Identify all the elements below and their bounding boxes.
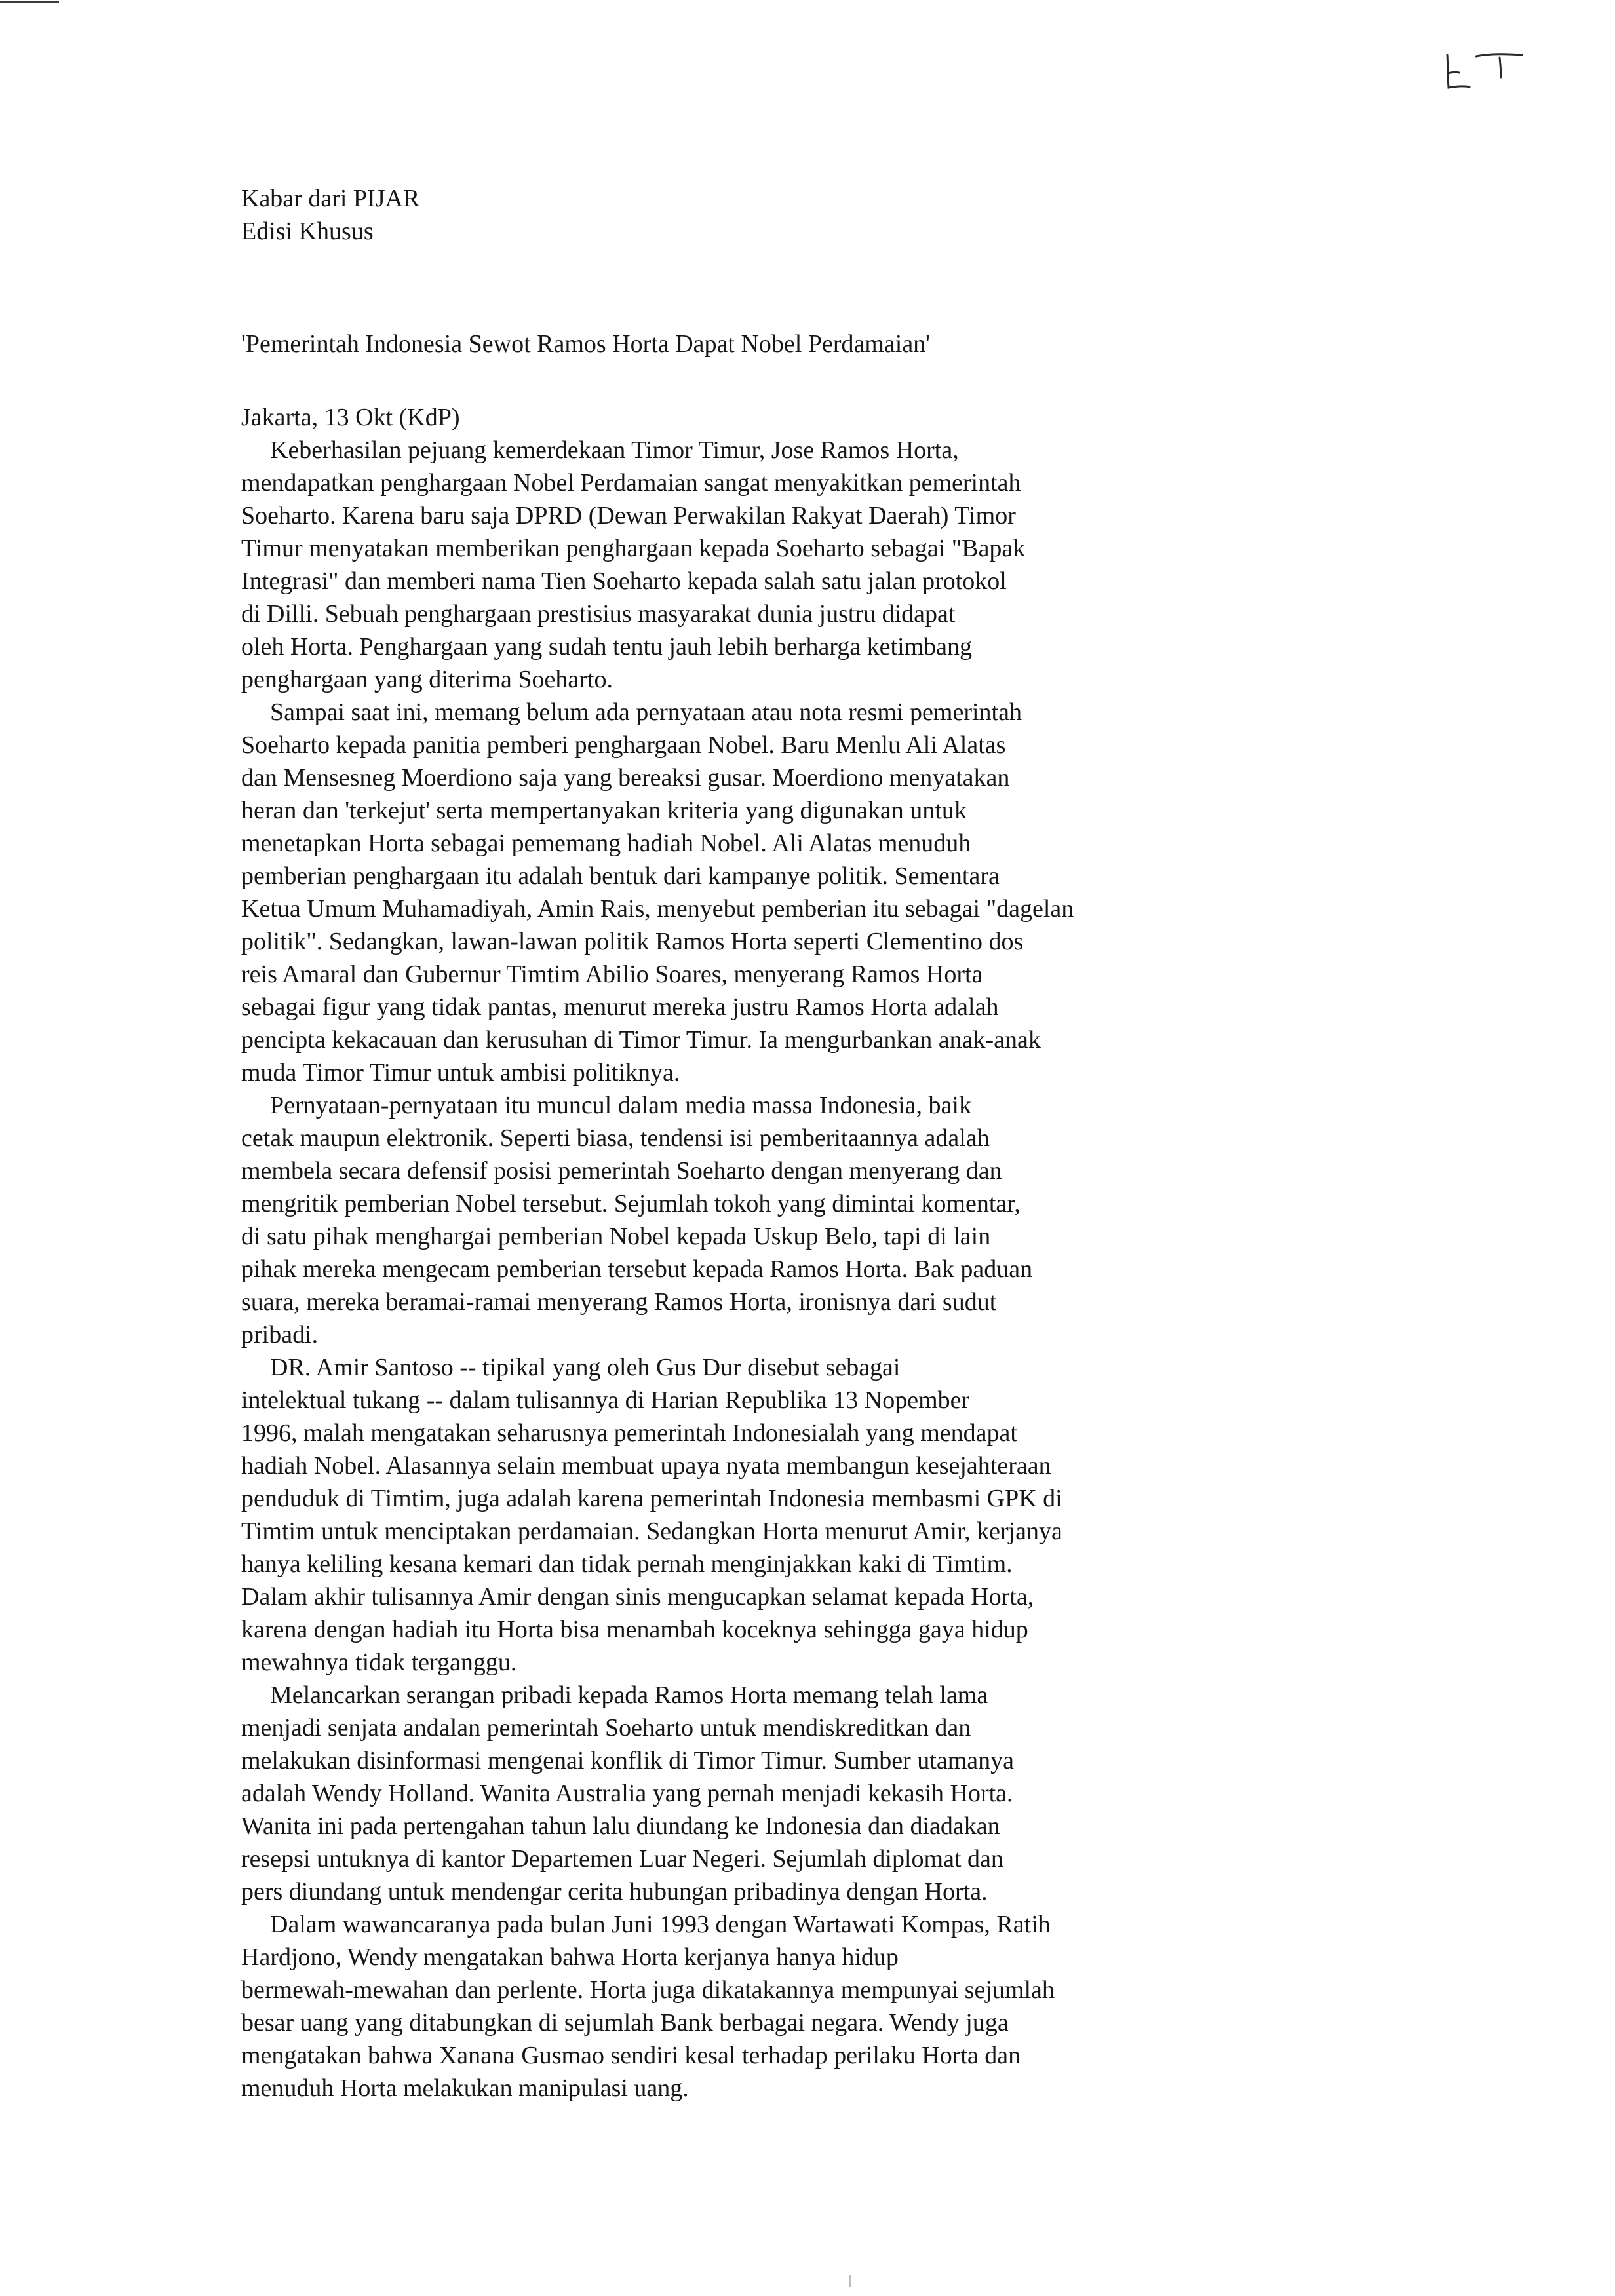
paragraph-line: politik". Sedangkan, lawan-lawan politik Ramos Horta seperti Clementino dos <box>241 928 1024 955</box>
article-dateline: Jakarta, 13 Okt (KdP) <box>241 404 460 431</box>
paragraph-line: mengritik pemberian Nobel tersebut. Sejumlah tokoh yang dimintai komentar, <box>241 1190 1021 1217</box>
paragraph <box>241 1908 1473 2105</box>
paragraph-line: mendapatkan penghargaan Nobel Perdamaian sangat menyakitkan pemerintah <box>241 469 1021 497</box>
scan-edge-mark <box>0 1 59 3</box>
paragraph-line: DR. Amir Santoso -- tipikal yang oleh Gus Dur disebut sebagai <box>270 1354 901 1381</box>
paragraph-line: Pernyataan-pernyataan itu muncul dalam media massa Indonesia, baik <box>270 1092 971 1119</box>
paragraph-line: resepsi untuknya di kantor Departemen Luar Negeri. Sejumlah diplomat dan <box>241 1845 1003 1873</box>
paragraph-line: cetak maupun elektronik. Seperti biasa, tendensi isi pemberitaannya adalah <box>241 1124 990 1152</box>
paragraph-line: karena dengan hadiah itu Horta bisa menambah koceknya sehingga gaya hidup <box>241 1616 1028 1643</box>
paragraph-line: sebagai figur yang tidak pantas, menurut mereka justru Ramos Horta adalah <box>241 993 999 1021</box>
paragraph <box>241 1089 1473 1351</box>
paragraph-line: Ketua Umum Muhamadiyah, Amin Rais, menyebut pemberian itu sebagai "dagelan <box>241 895 1074 923</box>
paragraph-line: Timtim untuk menciptakan perdamaian. Sedangkan Horta menurut Amir, kerjanya <box>241 1518 1062 1545</box>
article-headline: 'Pemerintah Indonesia Sewot Ramos Horta Dapat Nobel Perdamaian' <box>241 330 931 358</box>
publication-name: Kabar dari PIJAR <box>241 185 420 212</box>
paragraph-line: 1996, malah mengatakan seharusnya pemerintah Indonesialah yang mendapat <box>241 1419 1017 1447</box>
paragraph-line: Sampai saat ini, memang belum ada pernyataan atau nota resmi pemerintah <box>270 698 1022 726</box>
paragraph-line: reis Amaral dan Gubernur Timtim Abilio Soares, menyerang Ramos Horta <box>241 961 983 988</box>
paragraph-line: adalah Wendy Holland. Wanita Australia yang pernah menjadi kekasih Horta. <box>241 1780 1013 1807</box>
paragraph-line: mewahnya tidak terganggu. <box>241 1649 517 1676</box>
paragraph-line: Soeharto kepada panitia pemberi penghargaan Nobel. Baru Menlu Ali Alatas <box>241 731 1006 759</box>
paragraph-line: pencipta kekacauan dan kerusuhan di Timor Timur. Ia mengurbankan anak-anak <box>241 1026 1041 1054</box>
paragraph-line: Dalam akhir tulisannya Amir dengan sinis mengucapkan selamat kepada Horta, <box>241 1583 1034 1611</box>
paragraph-line: pribadi. <box>241 1321 319 1349</box>
paragraph-line: oleh Horta. Penghargaan yang sudah tentu jauh lebih berharga ketimbang <box>241 633 973 660</box>
paragraph-line: menuduh Horta melakukan manipulasi uang. <box>241 2075 689 2102</box>
paragraph-line: Hardjono, Wendy mengatakan bahwa Horta kerjanya hanya hidup <box>241 1943 899 1971</box>
paragraph-line: besar uang yang ditabungkan di sejumlah Bank berbagai negara. Wendy juga <box>241 2009 1009 2037</box>
paragraph-line: suara, mereka beramai-ramai menyerang Ramos Horta, ironisnya dari sudut <box>241 1288 997 1316</box>
paragraph-line: menjadi senjata andalan pemerintah Soeharto untuk mendiskreditkan dan <box>241 1714 971 1742</box>
paragraph-line: di satu pihak menghargai pemberian Nobel kepada Uskup Belo, tapi di lain <box>241 1223 991 1250</box>
paragraph-line: Timur menyatakan memberikan penghargaan kepada Soeharto sebagai "Bapak <box>241 535 1026 562</box>
paragraph-line: pemberian penghargaan itu adalah bentuk dari kampanye politik. Sementara <box>241 862 1000 890</box>
paragraph <box>241 434 1473 696</box>
paragraph-line: Dalam wawancaranya pada bulan Juni 1993 dengan Wartawati Kompas, Ratih <box>270 1911 1051 1938</box>
paragraph-line: penduduk di Timtim, juga adalah karena pemerintah Indonesia membasmi GPK di <box>241 1485 1062 1512</box>
paragraph-line: Integrasi" dan memberi nama Tien Soeharto kepada salah satu jalan protokol <box>241 567 1007 595</box>
paragraph-line: Wanita ini pada pertengahan tahun lalu diundang ke Indonesia dan diadakan <box>241 1812 1000 1840</box>
paragraph-line: di Dilli. Sebuah penghargaan prestisius masyarakat dunia justru didapat <box>241 600 956 628</box>
paragraph-line: Soeharto. Karena baru saja DPRD (Dewan Perwakilan Rakyat Daerah) Timor <box>241 502 1016 529</box>
article-paragraphs <box>241 434 1473 2105</box>
paragraph-line: penghargaan yang diterima Soeharto. <box>241 666 613 693</box>
scan-tick-mark <box>849 2275 851 2287</box>
document-body <box>241 182 1473 2105</box>
paragraph-line: mengatakan bahwa Xanana Gusmao sendiri kesal terhadap perilaku Horta dan <box>241 2042 1021 2069</box>
edition-label: Edisi Khusus <box>241 218 374 245</box>
paragraph-line: menetapkan Horta sebagai pememang hadiah Nobel. Ali Alatas menuduh <box>241 830 971 857</box>
paragraph <box>241 696 1473 1089</box>
handwritten-initials <box>1442 47 1527 106</box>
paragraph-line: pihak mereka mengecam pemberian tersebut kepada Ramos Horta. Bak paduan <box>241 1255 1033 1283</box>
paragraph-line: heran dan 'terkejut' serta mempertanyakan kriteria yang digunakan untuk <box>241 797 967 824</box>
paragraph-line: Melancarkan serangan pribadi kepada Ramos Horta memang telah lama <box>270 1681 988 1709</box>
paragraph-line: dan Mensesneg Moerdiono saja yang bereaksi gusar. Moerdiono menyatakan <box>241 764 1010 792</box>
paragraph-line: muda Timor Timur untuk ambisi politiknya. <box>241 1059 680 1086</box>
paragraph-line: Keberhasilan pejuang kemerdekaan Timor Timur, Jose Ramos Horta, <box>270 436 959 464</box>
paragraph-line: pers diundang untuk mendengar cerita hubungan pribadinya dengan Horta. <box>241 1878 988 1905</box>
paragraph <box>241 1351 1473 1679</box>
paragraph-line: bermewah-mewahan dan perlente. Horta juga dikatakannya mempunyai sejumlah <box>241 1976 1055 2004</box>
paragraph-line: hanya keliling kesana kemari dan tidak pernah menginjakkan kaki di Timtim. <box>241 1550 1013 1578</box>
paragraph <box>241 1679 1473 1908</box>
paragraph-line: hadiah Nobel. Alasannya selain membuat upaya nyata membangun kesejahteraan <box>241 1452 1051 1480</box>
paragraph-line: intelektual tukang -- dalam tulisannya di Harian Republika 13 Nopember <box>241 1387 970 1414</box>
paragraph-line: membela secara defensif posisi pemerintah Soeharto dengan menyerang dan <box>241 1157 1002 1185</box>
paragraph-line: melakukan disinformasi mengenai konflik di Timor Timur. Sumber utamanya <box>241 1747 1014 1774</box>
